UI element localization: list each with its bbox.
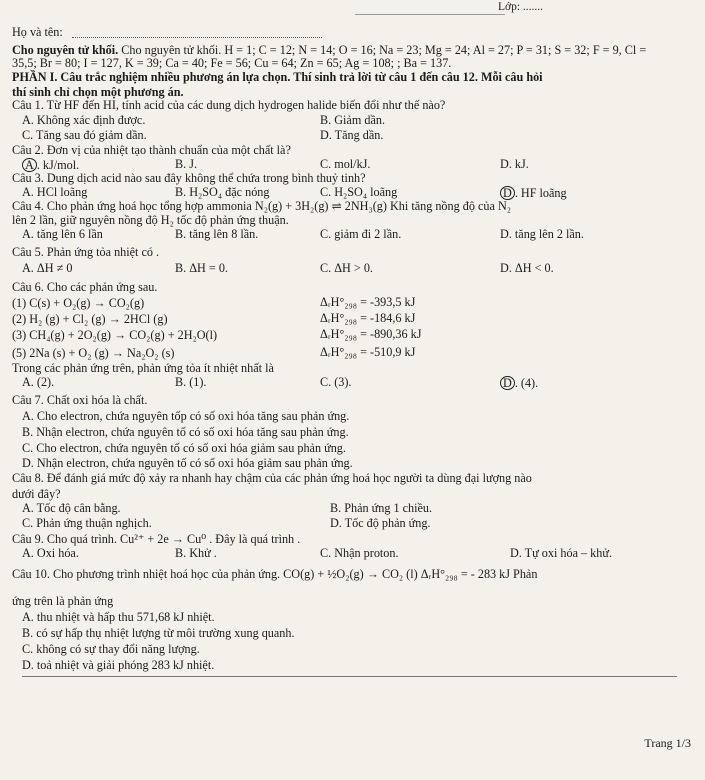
q6-enthalpy-1: ΔᵣH°₂₉₈ = -393,5 kJ bbox=[320, 295, 416, 309]
q10-stem-2: ứng trên là phản ứng bbox=[12, 594, 114, 608]
q5-option-a[interactable]: A. ΔH ≠ 0 bbox=[22, 261, 73, 275]
q8-option-c[interactable]: C. Phản ứng thuận nghịch. bbox=[22, 516, 152, 530]
q6-reaction-2: (2) H₂ (g) + Cl₂ (g) → 2HCl (g) bbox=[12, 312, 168, 326]
q6-stem: Câu 6. Cho các phản ứng sau. bbox=[12, 280, 158, 294]
q4-option-b[interactable]: B. tăng lên 8 lần. bbox=[175, 227, 259, 241]
q9-option-c[interactable]: C. Nhận proton. bbox=[320, 546, 399, 560]
q2-option-d[interactable]: D. kJ. bbox=[500, 157, 529, 171]
q8-option-d[interactable]: D. Tốc độ phản ứng. bbox=[330, 516, 431, 530]
q10-option-a[interactable]: A. thu nhiệt và hấp thu 571,68 kJ nhiệt. bbox=[22, 610, 215, 624]
q4-option-d[interactable]: D. tăng lên 2 lần. bbox=[500, 227, 584, 241]
q6-reaction-1: (1) C(s) + O₂(g) → CO₂(g) bbox=[12, 296, 145, 310]
q5-option-b[interactable]: B. ΔH = 0. bbox=[175, 261, 228, 275]
q3-option-a[interactable]: A. HCl loãng bbox=[22, 185, 88, 199]
q6-option-b[interactable]: B. (1). bbox=[175, 375, 207, 389]
q8-option-b[interactable]: B. Phản ứng 1 chiều. bbox=[330, 501, 433, 515]
q8-option-a[interactable]: A. Tốc độ cân bằng. bbox=[22, 501, 121, 515]
q6-enthalpy-2: ΔᵣH°₂₉₈ = -184,6 kJ bbox=[320, 311, 416, 325]
header-rule bbox=[355, 14, 505, 15]
q7-option-b[interactable]: B. Nhận electron, chứa nguyên tố có số oxi hóa tăng sau phản ứng. bbox=[22, 425, 349, 439]
q6-option-d[interactable]: D . (4). bbox=[500, 376, 538, 390]
q3-option-d[interactable]: D . HF loãng bbox=[500, 186, 567, 200]
atomic-mass-line2: 35,5; Br = 80; I = 127, K = 39; Ca = 40; Fe = 56; Cu = 64; Zn = 65; Ag = 108; ; Ba = 137. bbox=[12, 56, 452, 70]
q3-option-c[interactable]: C. H₂SO₄ loãng bbox=[320, 185, 398, 199]
q5-option-d[interactable]: D. ΔH < 0. bbox=[500, 261, 554, 275]
q9-option-d[interactable]: D. Tự oxi hóa – khử. bbox=[510, 546, 613, 560]
q7-stem: Câu 7. Chất oxi hóa là chất. bbox=[12, 393, 148, 407]
q2-option-b[interactable]: B. J. bbox=[175, 157, 198, 171]
student-name-label: Họ và tên: bbox=[12, 25, 63, 39]
q4-stem-2: lên 2 lần, giữ nguyên nồng độ H₂ tốc độ phản ứng thuận. bbox=[12, 213, 289, 227]
q6-enthalpy-5: ΔᵣH°₂₉₈ = -510,9 kJ bbox=[320, 345, 416, 359]
class-label: Lớp: ....... bbox=[498, 1, 544, 13]
q3-stem: Câu 3. Dung dịch acid nào sau đây không thể chứa trong bình thuỷ tinh? bbox=[12, 171, 366, 185]
q7-option-d[interactable]: D. Nhận electron, chứa nguyên tố có số oxi hóa giảm sau phản ứng. bbox=[22, 456, 353, 470]
q9-option-a[interactable]: A. Oxi hóa. bbox=[22, 546, 79, 560]
q6-question: Trong các phản ứng trên, phản ứng tỏa ít nhiệt nhất là bbox=[12, 361, 274, 375]
q6-option-c[interactable]: C. (3). bbox=[320, 375, 352, 389]
q6-reaction-3: (3) CH₄(g) + 2O₂(g) → CO₂(g) + 2H₂O(l) bbox=[12, 328, 218, 342]
q10-option-b[interactable]: B. có sự hấp thụ nhiệt lượng từ môi trường xung quanh. bbox=[22, 626, 295, 640]
q5-option-c[interactable]: C. ΔH > 0. bbox=[320, 261, 373, 275]
q4-option-c[interactable]: C. giảm đi 2 lần. bbox=[320, 227, 402, 241]
q9-option-b[interactable]: B. Khử . bbox=[175, 546, 217, 560]
q1-option-b[interactable]: B. Giảm dần. bbox=[320, 113, 385, 127]
q7-option-c[interactable]: C. Cho electron, chứa nguyên tố có số oxi hóa giảm sau phản ứng. bbox=[22, 441, 346, 455]
page-bottom-rule bbox=[22, 676, 677, 677]
atomic-mass-line1: Cho nguyên tử khối. Cho nguyên tử khối. H = 1; C = 12; N = 14; O = 16; Na = 23; Mg = 24; Al = 27; P = 31; S = 32; F = 9, Cl = bbox=[12, 43, 647, 57]
q4-option-a[interactable]: A. tăng lên 6 lần bbox=[22, 227, 103, 241]
q10-option-d[interactable]: D. toả nhiệt và giải phóng 283 kJ nhiệt. bbox=[22, 658, 215, 672]
q4-stem: Câu 4. Cho phản ứng hoá học tổng hợp ammonia N₂(g) + 3H₂(g) ⇌ 2NH₃(g) Khi tăng nồng độ của N₂ bbox=[12, 199, 512, 213]
part-title: PHẦN I. Câu trắc nghiệm nhiều phương án lựa chọn. Thí sinh trả lời từ câu 1 đến câu 12. Mỗi câu hỏi bbox=[12, 70, 543, 84]
q10-option-c[interactable]: C. không có sự thay đổi năng lượng. bbox=[22, 642, 200, 656]
q1-option-c[interactable]: C. Tăng sau đó giảm dần. bbox=[22, 128, 147, 142]
q2-option-a[interactable]: A . kJ/mol. bbox=[22, 158, 79, 172]
q1-option-a[interactable]: A. Không xác định được. bbox=[22, 113, 146, 127]
q4-equation: N₂(g) + 3H₂(g) ⇌ 2NH₃(g) bbox=[254, 199, 387, 213]
q2-stem: Câu 2. Đơn vị của nhiệt tạo thành chuẩn của một chất là? bbox=[12, 143, 291, 157]
q7-option-a[interactable]: A. Cho electron, chứa nguyên tốp có số oxi hóa tăng sau phản ứng. bbox=[22, 409, 350, 423]
q9-stem: Câu 9. Cho quá trình. Cu²⁺ + 2e → Cu⁰ . Đây là quá trình . bbox=[12, 532, 301, 546]
q6-reaction-5: (5) 2Na (s) + O₂ (g) → Na₂O₂ (s) bbox=[12, 346, 175, 360]
q10-stem: Câu 10. Cho phương trình nhiệt hoá học của phản ứng. CO(g) + ½O₂(g) → CO₂ (l) ΔᵣH°₂₉₈ = - 283 kJ Phản bbox=[12, 567, 538, 581]
q5-stem: Câu 5. Phản ứng tỏa nhiệt có . bbox=[12, 245, 160, 259]
q8-stem-2: dưới đây? bbox=[12, 487, 61, 501]
q8-stem: Câu 8. Để đánh giá mức độ xảy ra nhanh hay chậm của các phản ứng hoá học người ta dùng đại lượng nào bbox=[12, 471, 532, 485]
q1-stem: Câu 1. Từ HF đến HI, tính acid của các dung dịch hydrogen halide biến đổi như thế nào? bbox=[12, 98, 446, 112]
q6-enthalpy-3: ΔᵣH°₂₉₈ = -890,36 kJ bbox=[320, 327, 422, 341]
part-title-2: thí sinh chỉ chọn một phương án. bbox=[12, 85, 184, 99]
page-number: Trang 1/3 bbox=[644, 736, 691, 750]
q3-option-b[interactable]: B. H₂SO₄ đặc nóng bbox=[175, 185, 270, 199]
student-name-blank[interactable] bbox=[72, 37, 322, 38]
q1-option-d[interactable]: D. Tăng dần. bbox=[320, 128, 384, 142]
q6-option-a[interactable]: A. (2). bbox=[22, 375, 55, 389]
q2-option-c[interactable]: C. mol/kJ. bbox=[320, 157, 371, 171]
